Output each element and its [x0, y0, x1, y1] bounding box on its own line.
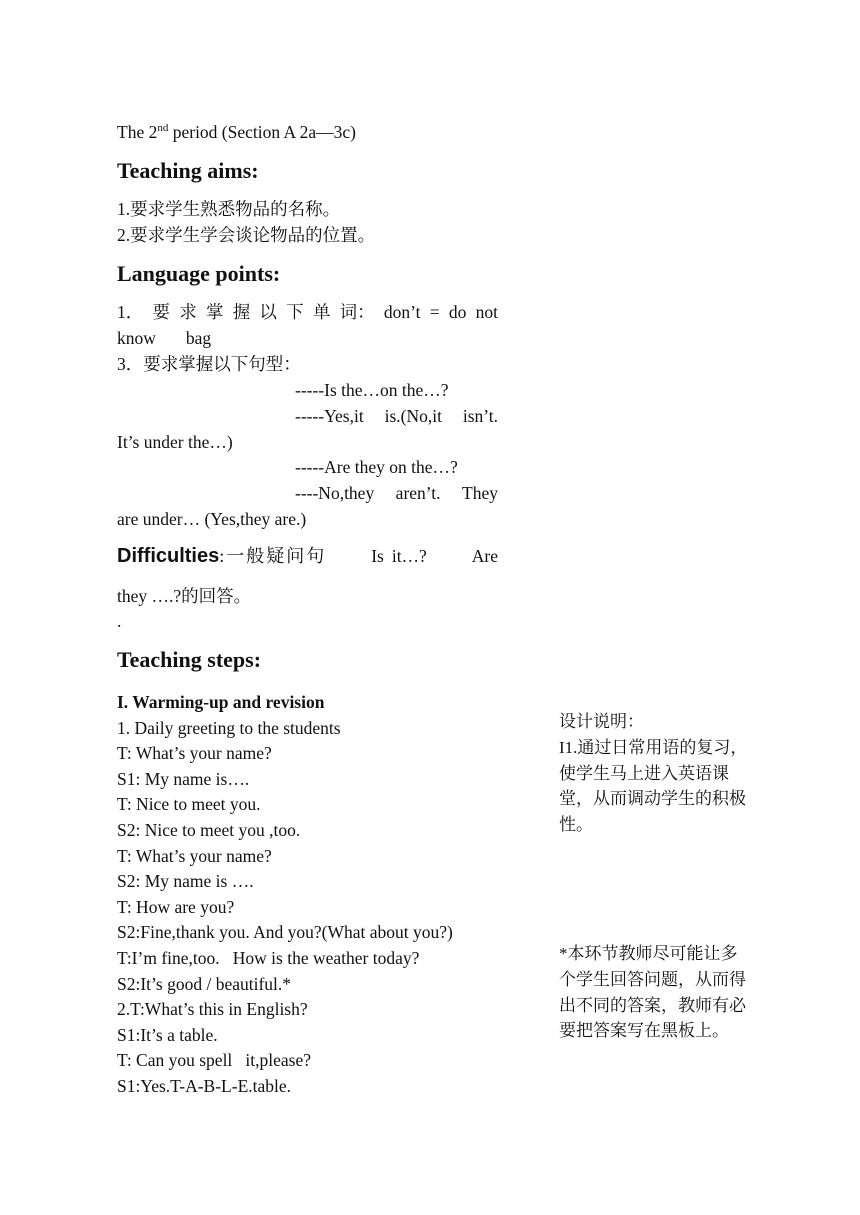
aim-item-2: 2.要求学生学会谈论物品的位置。 [117, 225, 376, 245]
teaching-aims-heading: Teaching aims: [117, 158, 259, 183]
warming-up-section-title: I. Warming-up and revision [117, 692, 325, 712]
step-line: S2:It’s good / beautiful.* [117, 973, 292, 994]
language-line-3: 3．要求掌握以下句型： [117, 354, 301, 374]
language-line-1: 1． 要 求 掌 握 以 下 单 词： don’t = do not [117, 302, 498, 322]
step-line: T: What’s your name? [117, 845, 272, 866]
step-line: T: Nice to meet you. [117, 794, 261, 815]
period-title: The 2nd period (Section A 2a—3c) [117, 122, 356, 142]
sentence-pattern-3: -----Are they on the…? [295, 457, 458, 477]
language-line-2: know bag [117, 328, 212, 348]
step-line: 2.T:What’s this in English? [117, 999, 308, 1020]
step-line: S1: My name is…. [117, 768, 250, 789]
teaching-steps-body [117, 690, 537, 1100]
difficulties-dot: . [117, 611, 122, 631]
sentence-pattern-1: -----Is the…on the…? [295, 380, 449, 400]
sentence-pattern-2: -----Yes,it is.(No,it isn’t. [295, 406, 498, 426]
difficulties-line-2: they ….?的回答。 [117, 586, 252, 606]
design-note-1: 设计说明： I1.通过日常用语的复习， 使学生马上进入英语课 堂，从而调动学生的积极 性。 [559, 712, 748, 835]
step-line: T: How are you? [117, 896, 235, 917]
step-line: T:I’m fine,too. How is the weather today? [117, 947, 420, 968]
step-line: S1:Yes.T-A-B-L-E.table. [117, 1075, 292, 1096]
step-line: 1. Daily greeting to the students [117, 717, 341, 738]
step-line: S1:It’s a table. [117, 1024, 218, 1045]
sentence-pattern-2-cont: It’s under the…) [117, 432, 233, 452]
aim-item-1: 1.要求学生熟悉物品的名称。 [117, 199, 341, 219]
difficulties-line-1: Difficulties :一般疑问句 Is it…? Are [117, 545, 498, 567]
difficulties-label: Difficulties [117, 545, 220, 567]
step-line: T: Can you spell it,please? [117, 1050, 312, 1071]
step-line: T: What’s your name? [117, 743, 272, 764]
design-note-2: *本环节教师尽可能让多 个学生回答问题，从而得 出不同的答案，教师有必 要把答案写在黑板上。 [559, 944, 746, 1041]
step-line: S2: Nice to meet you ,too. [117, 819, 301, 840]
step-line: S2: My name is …. [117, 871, 254, 892]
language-points-heading: Language points: [117, 261, 281, 286]
teaching-steps-heading: Teaching steps: [117, 647, 262, 672]
sentence-pattern-4: ----No,they aren’t. They [295, 483, 498, 503]
sentence-pattern-4-cont: are under… (Yes,they are.) [117, 509, 307, 529]
step-line: S2:Fine,thank you. And you?(What about you?) [117, 922, 453, 943]
